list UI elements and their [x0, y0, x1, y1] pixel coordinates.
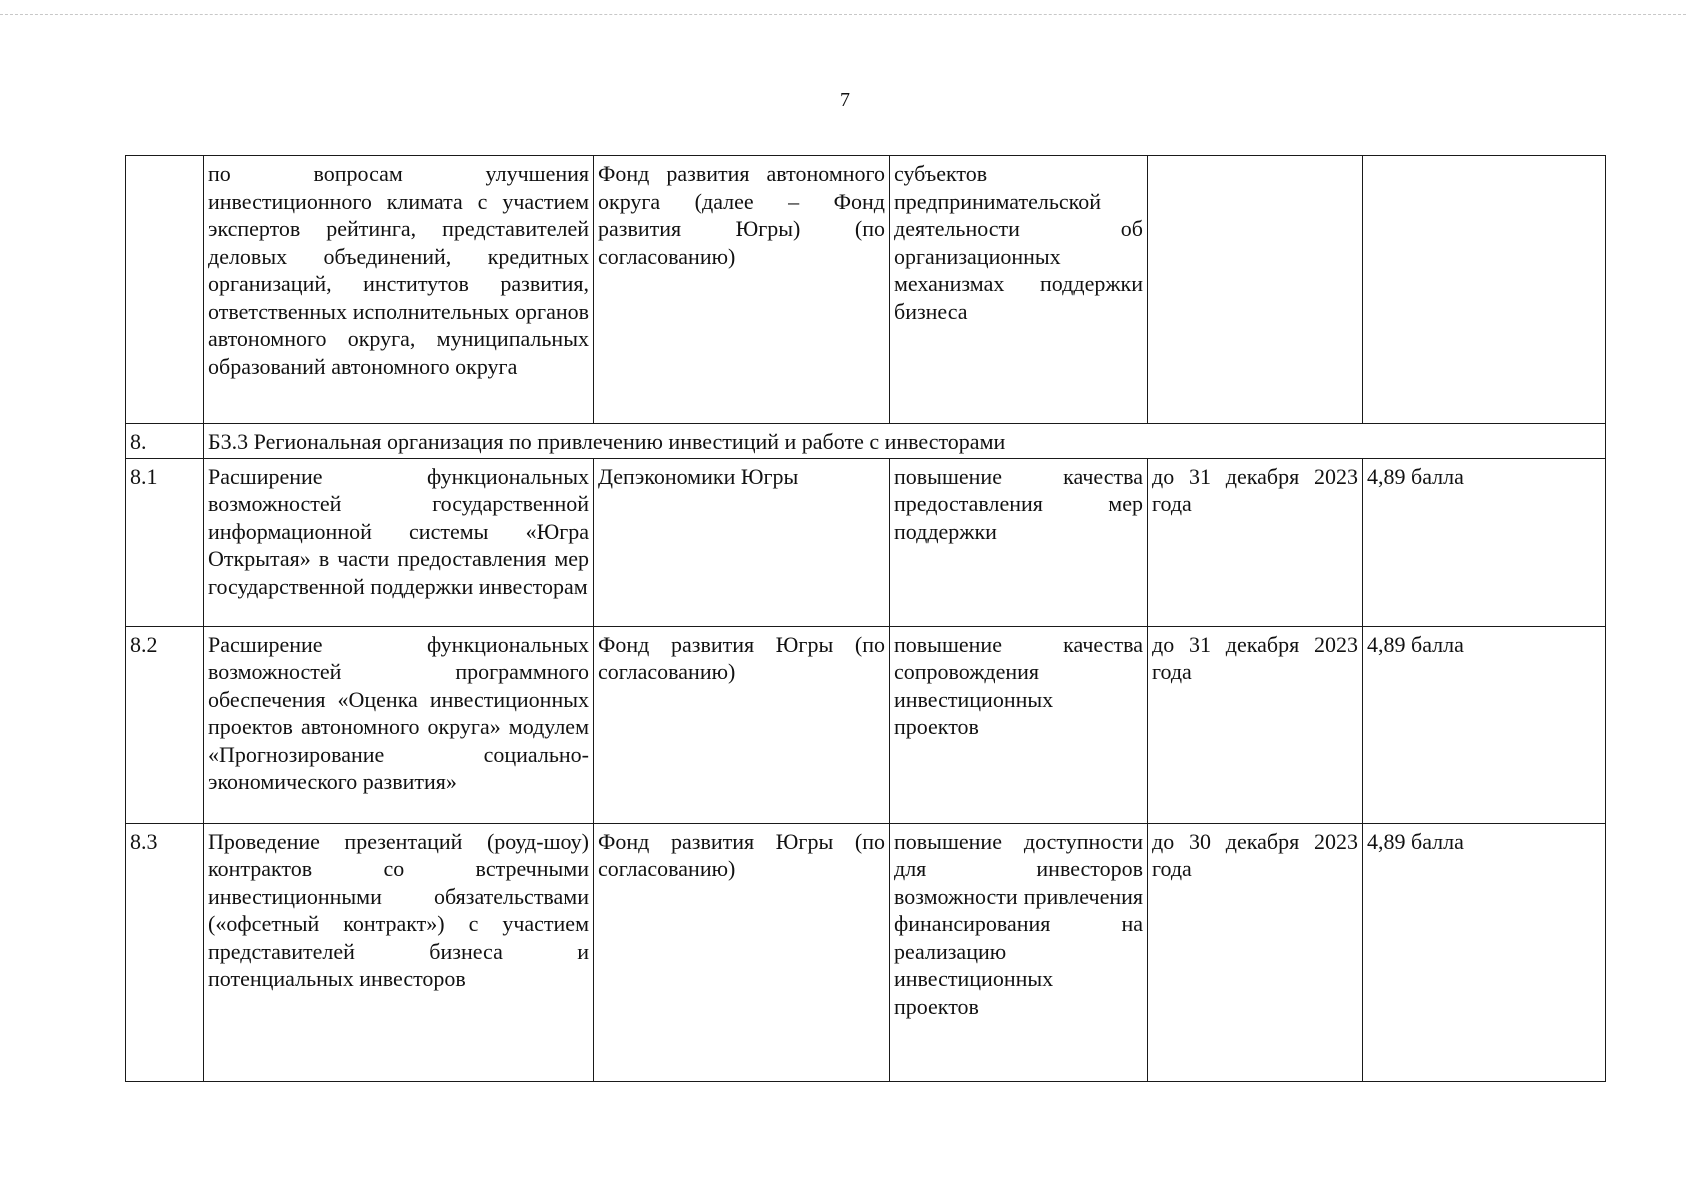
- cell-result: повышение качества сопровождения инвестиционных проектов: [890, 626, 1148, 823]
- table-row: [126, 458, 1606, 626]
- table-row-continuation: [126, 156, 1606, 424]
- cell-value: [1363, 156, 1606, 424]
- table-row: [126, 626, 1606, 823]
- cell-result: субъектов предпринимательской деятельности об организационных механизмах поддержки бизнеса: [890, 156, 1148, 424]
- cell-term: до 30 декабря 2023 года: [1148, 823, 1363, 1081]
- section-number: 8.: [126, 424, 204, 459]
- cell-value: 4,89 балла: [1363, 626, 1606, 823]
- cell-executor: Депэкономики Югры: [594, 458, 890, 626]
- cell-term: до 31 декабря 2023 года: [1148, 458, 1363, 626]
- cell-term: до 31 декабря 2023 года: [1148, 626, 1363, 823]
- cell-result: повышение качества предоставления мер поддержки: [890, 458, 1148, 626]
- cell-num: 8.3: [126, 823, 204, 1081]
- cell-num: 8.1: [126, 458, 204, 626]
- cell-executor: Фонд развития Югры (по согласованию): [594, 626, 890, 823]
- table-row-section: [126, 424, 1606, 459]
- cell-value: 4,89 балла: [1363, 458, 1606, 626]
- cell-result: повышение доступности для инвесторов возможности привлечения финансирования на реализацию инвестиционных проектов: [890, 823, 1148, 1081]
- cell-term: [1148, 156, 1363, 424]
- table-row: [126, 823, 1606, 1081]
- cell-value: 4,89 балла: [1363, 823, 1606, 1081]
- cell-measure-name: Проведение презентаций (роуд-шоу) контрактов со встречными инвестиционными обязательствами («офсетный контракт») с участием представителей бизнеса и потенциальных инвесторов: [204, 823, 594, 1081]
- scan-edge-line: [0, 14, 1686, 15]
- cell-measure-name: Расширение функциональных возможностей программного обеспечения «Оценка инвестиционных проектов автономного округа» модулем «Прогнозирование социально-экономического развития»: [204, 626, 594, 823]
- cell-executor: Фонд развития автономного округа (далее – Фонд развития Югры) (по согласованию): [594, 156, 890, 424]
- measures-table: [125, 155, 1606, 1082]
- cell-measure-name: по вопросам улучшения инвестиционного климата с участием экспертов рейтинга, представителей деловых объединений, кредитных организаций, институтов развития, ответственных исполнительных органов автономного округа, муниципальных образований автономного округа: [204, 156, 594, 424]
- section-title: Б3.3 Региональная организация по привлечению инвестиций и работе с инвесторами: [204, 424, 1606, 459]
- cell-num: 8.2: [126, 626, 204, 823]
- cell-executor: Фонд развития Югры (по согласованию): [594, 823, 890, 1081]
- page-number: 7: [840, 89, 850, 111]
- cell-measure-name: Расширение функциональных возможностей государственной информационной системы «Югра Открытая» в части предоставления мер государственной поддержки инвесторам: [204, 458, 594, 626]
- cell-num: [126, 156, 204, 424]
